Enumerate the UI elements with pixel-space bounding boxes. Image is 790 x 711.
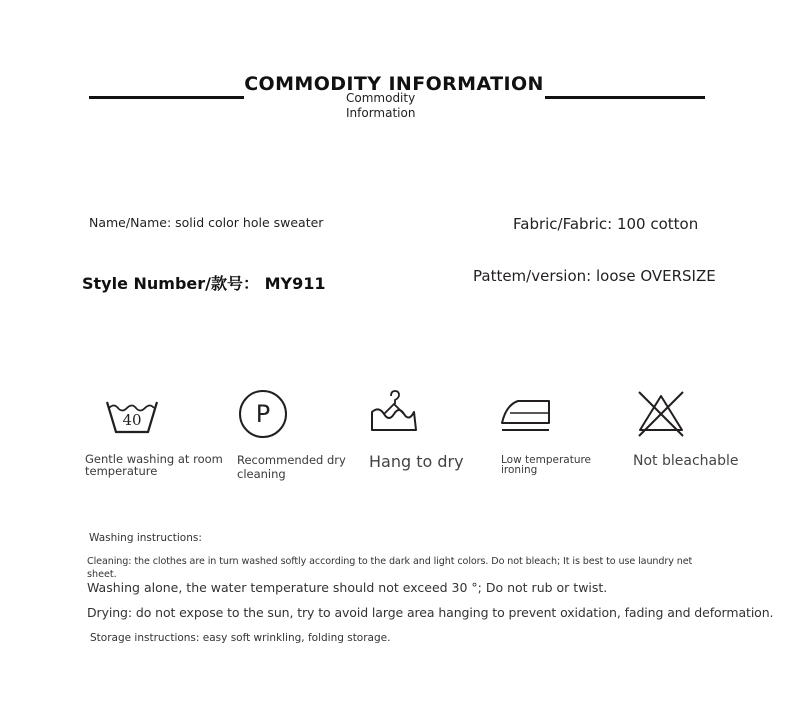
- instructions-cleaning-line1: Cleaning: the clothes are in turn washed softly according to the dark and light colors. Do not bleach; It is best to use laundry net: [87, 556, 693, 567]
- dry-clean-p-icon-text: P: [255, 400, 271, 428]
- product-pattern: Pattem/version: loose OVERSIZE: [473, 267, 716, 285]
- page-title: COMMODITY INFORMATION: [244, 73, 544, 95]
- instructions-heading: Washing instructions:: [89, 532, 202, 544]
- care-label-dry-clean-line1: Recommended dry: [237, 453, 346, 467]
- care-label-wash-line2: temperature: [85, 464, 158, 478]
- instructions-storage: Storage instructions: easy soft wrinkling, folding storage.: [90, 632, 391, 644]
- instructions-drying: Drying: do not expose to the sun, try to avoid large area hanging to prevent oxidation, fading and deformation.: [87, 605, 774, 620]
- dry-clean-p-icon: [238, 389, 288, 439]
- care-label-hang-dry-line1: Hang to dry: [369, 452, 464, 471]
- product-fabric: Fabric/Fabric: 100 cotton: [513, 215, 699, 233]
- wash-40-icon-text: 40: [122, 411, 142, 429]
- style-number: Style Number/款号： MY911: [82, 274, 326, 293]
- care-label-iron-line2: ironing: [501, 464, 538, 476]
- page-subtitle: [346, 91, 456, 121]
- subtitle-line-1: Commodity: [346, 91, 416, 105]
- care-label-no-bleach: [633, 453, 739, 469]
- header-rule-left: [89, 96, 244, 99]
- iron-low-icon: [500, 393, 552, 435]
- care-label-hang-dry: [369, 453, 464, 471]
- instructions-washing: Washing alone, the water temperature should not exceed 30 °; Do not rub or twist.: [87, 580, 608, 595]
- no-bleach-icon: [636, 390, 686, 438]
- header-rule-right: [545, 96, 705, 99]
- care-label-no-bleach-line1: Not bleachable: [633, 453, 739, 469]
- care-label-iron-line1: Low temperature: [501, 454, 592, 466]
- care-label-wash: [85, 453, 223, 477]
- wash-40-icon: [104, 398, 160, 438]
- hang-dry-icon: [369, 388, 419, 434]
- instructions-cleaning-line2: sheet.: [87, 569, 117, 580]
- care-label-dry-clean-line2: cleaning: [237, 467, 286, 481]
- care-label-dry-clean: [237, 453, 346, 481]
- subtitle-line-2: Information: [346, 106, 416, 120]
- care-label-wash-line1: Gentle washing at room: [85, 452, 223, 466]
- care-label-iron: [501, 455, 591, 475]
- product-name: Name/Name: solid color hole sweater: [89, 215, 324, 230]
